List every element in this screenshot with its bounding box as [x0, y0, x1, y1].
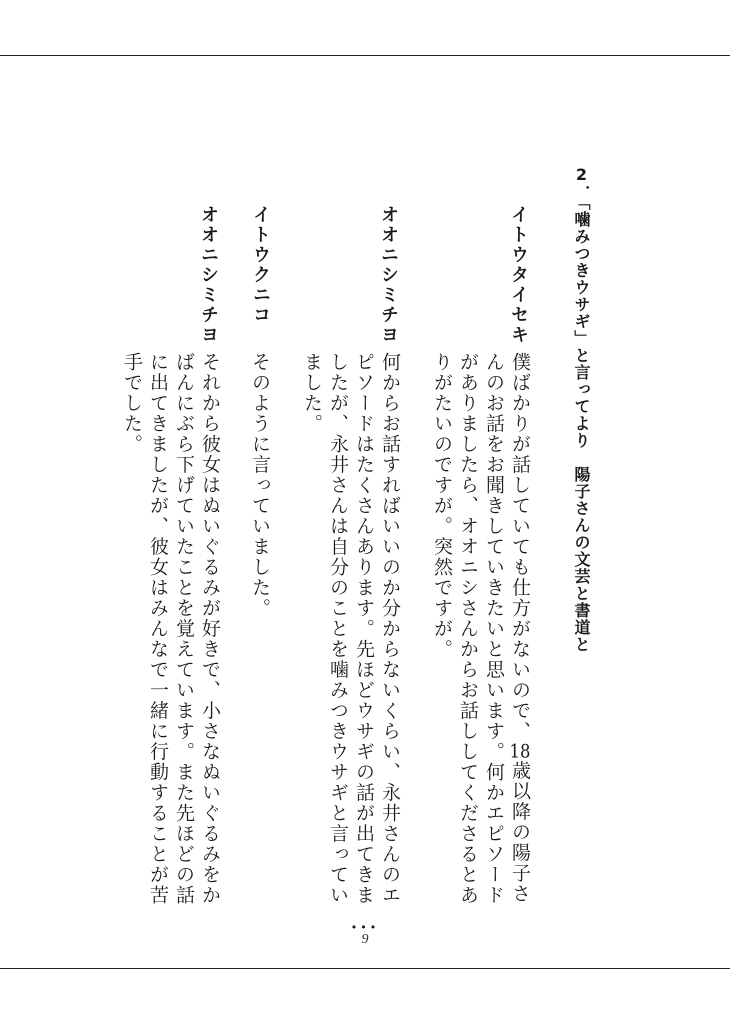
- bottom-rule: [0, 968, 730, 969]
- speech-line: したが、永井さんは自分のことを噛みつきウサギと言ってい: [327, 352, 349, 906]
- speech-line: に出てきましたが、彼女はみんなで一緒に行動することが苦: [147, 352, 169, 906]
- speech-text: [429, 352, 533, 906]
- speech-line: そのように言っていました。: [249, 352, 271, 619]
- speech-line: ピソードはたくさんあります。先ほどウサギの話が出てきま: [353, 352, 375, 906]
- speech-line: ました。: [301, 352, 323, 434]
- speech-line: それから彼女はぬいぐるみが好きで、小さなぬいぐるみをか: [199, 352, 221, 906]
- speech-line: 手でした。: [121, 352, 143, 455]
- section-heading: 2．「噛みつきウサギ」と言ってより 陽子さんの文芸と書道と: [572, 165, 591, 653]
- speech-text: [299, 352, 403, 906]
- speech-line: がありましたら、オオニシさんからお話ししてくださるとあ: [457, 352, 479, 906]
- speech-line: 何からお話すればいいのか分からないくらい、永井さんのエ: [379, 352, 401, 906]
- speaker-name: イトウタイセキ: [508, 205, 529, 345]
- speaker-name: イトウクニコ: [250, 205, 271, 325]
- footer-ornament: •••: [350, 921, 380, 934]
- speech-line: んのお話をお聞きしていきたいと思います。何かエピソード: [483, 352, 505, 906]
- speech-text: [247, 352, 273, 619]
- page-number: 9: [361, 932, 369, 947]
- speech-line: ばんにぶら下げていたことを覚えています。また先ほどの話: [173, 352, 195, 906]
- top-rule: [0, 55, 730, 56]
- speaker-name: オオニシミチヨ: [198, 205, 219, 345]
- speech-line: りがたいのですが。突然ですが。: [431, 352, 453, 660]
- speech-line: 僕ばかりが話していても仕方がないので、18歳以降の陽子さ: [509, 352, 531, 904]
- speaker-name: オオニシミチヨ: [378, 205, 399, 345]
- speech-text: [119, 352, 223, 906]
